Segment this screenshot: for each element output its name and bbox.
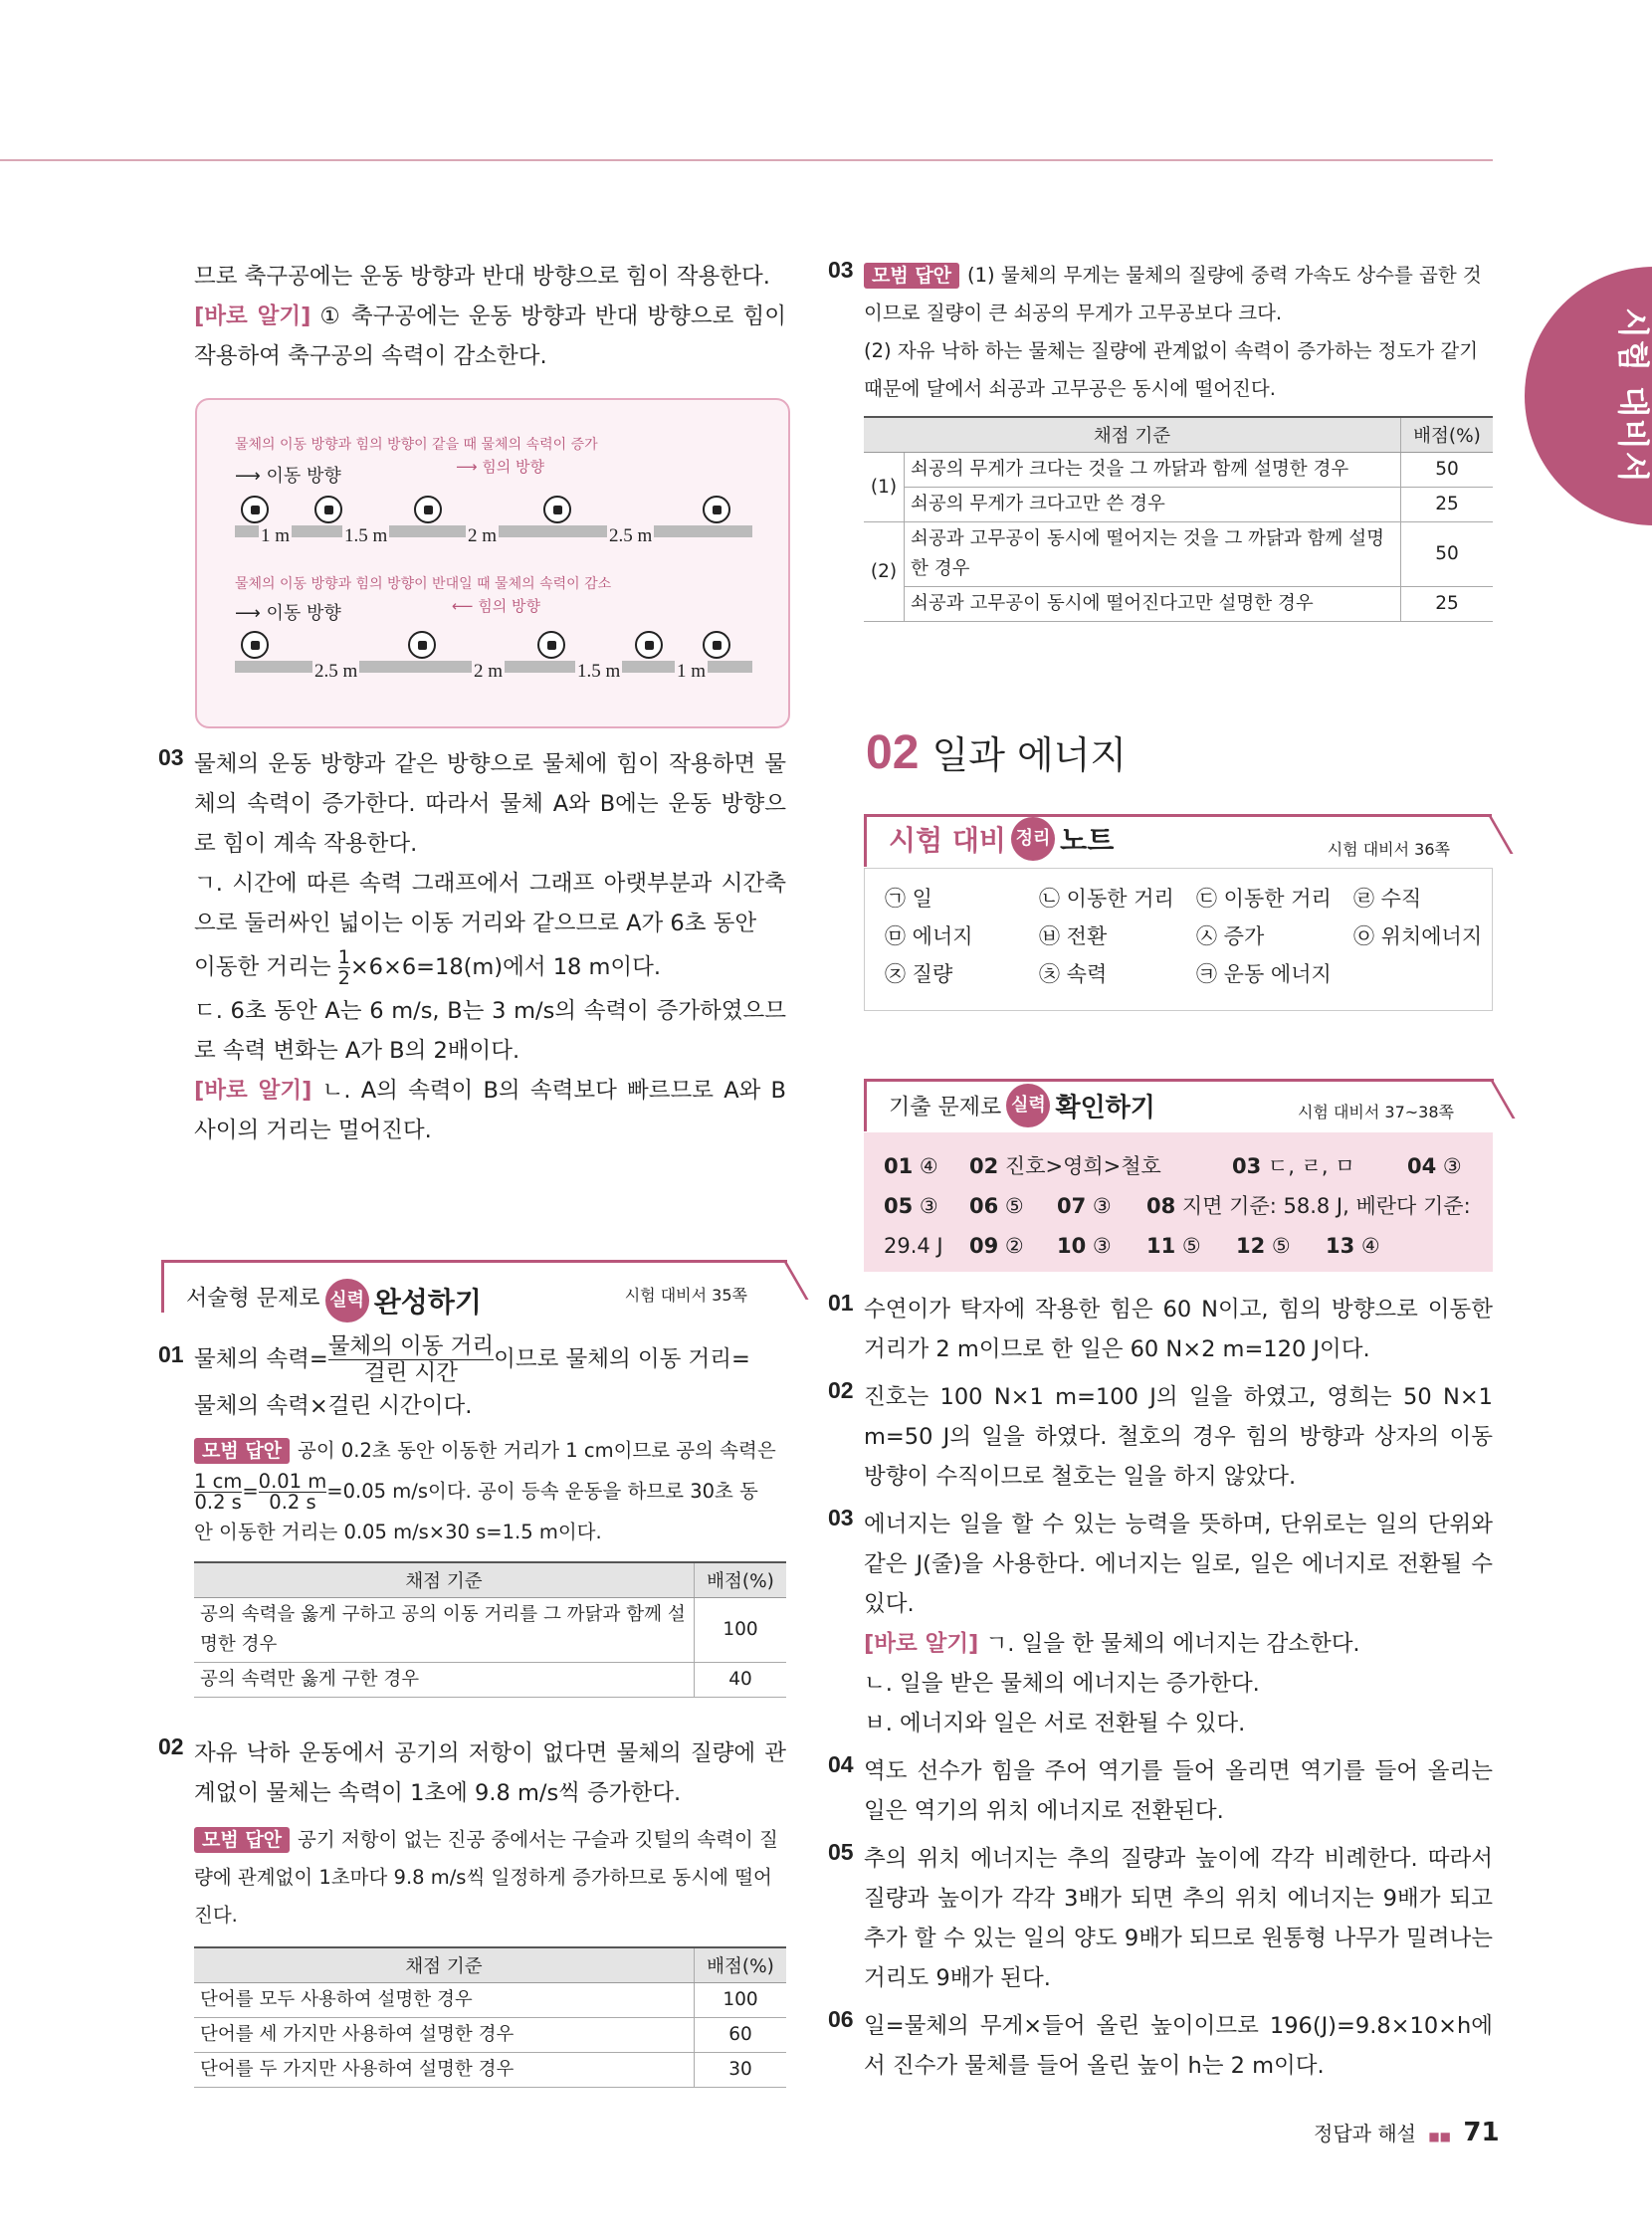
speed-fraction bbox=[328, 1333, 494, 1386]
answer-num: 02 bbox=[969, 1154, 999, 1178]
key-term: ㉨ 질량 bbox=[885, 962, 953, 986]
answer-val: ⑤ bbox=[1271, 1234, 1291, 1258]
question-number: 04 bbox=[828, 1751, 854, 1777]
note-header-circle: 정리 bbox=[1011, 817, 1055, 861]
fraction-bottom: 0.2 s bbox=[269, 1491, 316, 1514]
explanation-text: 추의 위치 에너지는 추의 질량과 높이에 각각 비례한다. 따라서 질량과 높이가 각각 3배가 되면 추의 위치 에너지는 9배가 되고 추가 할 수 있는 일의 양도 9배가 되므로 원통형 나무가 밀려나는 거리도 9배가 된다. bbox=[864, 1846, 1493, 1991]
answer-val: ㄷ, ㄹ, ㅁ bbox=[1267, 1154, 1355, 1178]
motion-diagram bbox=[195, 398, 790, 728]
force-arrow-2: ⟵ 힘의 방향 bbox=[452, 597, 541, 615]
move-arrow-1: ⟶ 이동 방향 bbox=[235, 466, 341, 487]
answer-val: ③ bbox=[1092, 1194, 1112, 1218]
table-cell: 60 bbox=[695, 2018, 787, 2053]
table-row bbox=[194, 1663, 786, 1698]
ball-icon bbox=[703, 631, 730, 659]
left-column bbox=[194, 257, 786, 376]
move-arrow-2: ⟶ 이동 방향 bbox=[235, 603, 341, 624]
ball-icon bbox=[241, 631, 269, 659]
force-arrow-1: ⟶ 힘의 방향 bbox=[456, 458, 545, 476]
check-header-ref: 시험 대비서 37~38쪽 bbox=[1297, 1103, 1454, 1121]
top-divider bbox=[0, 159, 1493, 161]
s01-a2: 이므로 물체의 이동 거리= bbox=[494, 1346, 750, 1372]
answer-val: ④ bbox=[1360, 1234, 1380, 1258]
table-cell: 쇠공과 고무공이 동시에 떨어진다고만 설명한 경우 bbox=[905, 587, 1401, 622]
model-answer-badge: 모범 답안 bbox=[864, 263, 959, 289]
note-header-title bbox=[889, 817, 1114, 861]
table-cell: 50 bbox=[1401, 453, 1494, 488]
distance-label: 1.5 m bbox=[344, 525, 388, 546]
check-header-circle: 실력 bbox=[1006, 1084, 1050, 1127]
ball-icon bbox=[543, 496, 571, 523]
explanation-02 bbox=[828, 1377, 1493, 1497]
check-header-title bbox=[889, 1084, 1155, 1127]
answer-key-box bbox=[864, 1132, 1493, 1272]
explanation-text: ㄱ. 일을 한 물체의 에너지는 감소한다. bbox=[978, 1631, 1360, 1657]
explanation-03-tag-line bbox=[864, 1624, 1493, 1664]
key-terms-box bbox=[864, 868, 1493, 1011]
intro-text-1: 므로 축구공에는 운동 방향과 반대 방향으로 힘이 작용한다. bbox=[194, 264, 770, 290]
answer-item bbox=[969, 1226, 1057, 1266]
note-header bbox=[864, 814, 1492, 867]
ball-icon bbox=[537, 631, 565, 659]
fraction-num: 1 bbox=[337, 946, 350, 968]
note-header-left: 시험 대비 bbox=[889, 824, 1006, 857]
intro-text-2 bbox=[194, 297, 786, 376]
fraction-1 bbox=[194, 1472, 242, 1513]
table-header: 배점(%) bbox=[1401, 417, 1494, 453]
answer-val: 지면 기준: 58.8 J, 베란다 기준: bbox=[1181, 1194, 1471, 1218]
fraction-top: 1 cm bbox=[194, 1470, 243, 1493]
fraction-top: 물체의 이동 거리 bbox=[327, 1333, 495, 1359]
q03-text-e bbox=[194, 1071, 786, 1150]
explanation-text: 에너지는 일을 할 수 있는 능력을 뜻하며, 단위로는 일의 단위와 같은 J(줄)을 사용한다. 에너지는 일로, 일은 에너지로 전환될 수 있다. bbox=[864, 1512, 1493, 1617]
s02-answer-body: 공기 저항이 없는 진공 중에서는 구슬과 깃털의 속력이 질량에 관계없이 1초마다 9.8 m/s씩 일정하게 증가하므로 동시에 떨어진다. bbox=[194, 1828, 778, 1927]
essay-header-ref: 시험 대비서 35쪽 bbox=[624, 1286, 747, 1305]
answer-num: 10 bbox=[1057, 1234, 1087, 1258]
fraction-top: 0.01 m bbox=[258, 1470, 327, 1493]
answer-val: ⑤ bbox=[1181, 1234, 1201, 1258]
distance-label: 2 m bbox=[468, 525, 498, 546]
table-cell: 공의 속력을 옳게 구하고 공의 이동 거리를 그 까닭과 함께 설명한 경우 bbox=[194, 1598, 695, 1663]
header-corner bbox=[1467, 814, 1513, 854]
table-cell: 단어를 두 가지만 사용하여 설명한 경우 bbox=[194, 2053, 695, 2088]
answer-num: 08 bbox=[1146, 1194, 1176, 1218]
table-header: 배점(%) bbox=[695, 1947, 787, 1983]
check-header-main: 확인하기 bbox=[1055, 1093, 1155, 1123]
table-cell: 30 bbox=[695, 2053, 787, 2088]
table-header: 채점 기준 bbox=[194, 1947, 695, 1983]
s01-d: =0.05 m/s이다. 공이 등속 운동을 하므로 30초 동 bbox=[326, 1480, 758, 1503]
explanation-06 bbox=[828, 2006, 1493, 2086]
key-term: ㉪ 운동 에너지 bbox=[1196, 962, 1332, 986]
ball-icon bbox=[414, 496, 442, 523]
answer-val: ② bbox=[1004, 1234, 1024, 1258]
essay-header-title bbox=[186, 1279, 482, 1323]
answer-item bbox=[969, 1186, 1057, 1226]
key-term: ㉠ 일 bbox=[885, 887, 932, 911]
table-header: 채점 기준 bbox=[194, 1562, 695, 1598]
essay-header-circle: 실력 bbox=[325, 1279, 369, 1323]
answer-item bbox=[969, 1146, 1232, 1186]
answer-num: 04 bbox=[1407, 1154, 1437, 1178]
answer-num: 01 bbox=[884, 1154, 914, 1178]
explanation-01 bbox=[828, 1290, 1493, 1369]
key-terms-grid bbox=[865, 869, 1492, 990]
explanation-text: 진호는 100 N×1 m=100 J의 일을 하였고, 영희는 50 N×1 m=50 J의 일을 하였다. 철호의 경우 힘의 방향과 상자의 이동 방향이 수직이므로 철호는 일을 하지 않았다. bbox=[864, 1384, 1493, 1490]
check-header bbox=[864, 1079, 1494, 1131]
s01-answer-d: $\frac{1 cm}{0.2 s}$ = $\frac{0.01 m}{0.2 s}$ =0.05 m/s이다. 공이 등속 운동을 하므로 30초 동 bbox=[194, 1470, 758, 1514]
ball-icon bbox=[703, 496, 730, 523]
score-table-3 bbox=[864, 416, 1493, 622]
table-cell: 쇠공과 고무공이 동시에 떨어지는 것을 그 까닭과 함께 설명한 경우 bbox=[905, 522, 1401, 587]
answer-item bbox=[1407, 1154, 1462, 1178]
table-group: (1) bbox=[864, 453, 905, 522]
table-row bbox=[864, 522, 1493, 587]
s01-answer-c: 공이 0.2초 동안 이동한 거리가 1 cm이므로 공의 속력은 bbox=[298, 1439, 776, 1462]
answer-item bbox=[1057, 1226, 1146, 1266]
q03-text-b: ㄱ. 시간에 따른 속력 그래프에서 그래프 아랫부분과 시간축으로 둘러싸인 넓이는 이동 거리와 같으므로 A가 6초 동안 bbox=[194, 871, 786, 936]
ball-icon bbox=[635, 631, 663, 659]
diagram-caption-2: 물체의 이동 방향과 힘의 방향이 반대일 때 물체의 속력이 감소 bbox=[235, 576, 612, 592]
table-row bbox=[864, 453, 1493, 488]
distance-label: 1 m bbox=[261, 525, 291, 546]
side-tab bbox=[1525, 267, 1652, 525]
answer-item bbox=[1232, 1146, 1407, 1186]
fraction-bottom: 0.2 s bbox=[194, 1491, 242, 1514]
essay-header-main: 완성하기 bbox=[373, 1286, 482, 1319]
key-term: ㉡ 이동한 거리 bbox=[1039, 887, 1174, 911]
key-term: ㉧ 위치에너지 bbox=[1353, 924, 1483, 948]
answer-val: ⑤ bbox=[1004, 1194, 1024, 1218]
answer-val: ③ bbox=[1092, 1234, 1112, 1258]
s01-line-b: 물체의 속력×걸린 시간이다. bbox=[194, 1393, 473, 1419]
fraction-den: 2 bbox=[337, 967, 350, 989]
explanation-text: 일=물체의 무게×들어 올린 높이이므로 196(J)=9.8×10×h에서 진수가 물체를 들어 올린 높이 h는 2 m이다. bbox=[864, 2013, 1493, 2079]
answer-num: 12 bbox=[1236, 1234, 1266, 1258]
distance-label: 1.5 m bbox=[577, 661, 621, 682]
key-term: ㉣ 수직 bbox=[1353, 887, 1422, 911]
table-row bbox=[194, 2018, 786, 2053]
rq03-a bbox=[864, 257, 1493, 332]
intro-body: ① 축구공에는 운동 방향과 반대 방향으로 힘이 작용하여 축구공의 속력이 감소한다. bbox=[194, 304, 787, 369]
essay-02 bbox=[158, 1733, 786, 2088]
essay-01 bbox=[158, 1333, 786, 1698]
key-term: ㉥ 전환 bbox=[1039, 924, 1108, 948]
answer-num: 11 bbox=[1146, 1234, 1176, 1258]
q03-text-a: 물체의 운동 방향과 같은 방향으로 물체에 힘이 작용하면 물체의 속력이 증가한다. 따라서 물체 A와 B에는 운동 방향으로 힘이 계속 작용한다. bbox=[194, 751, 786, 857]
distance-label: 2 m bbox=[474, 661, 504, 682]
explanations bbox=[828, 1290, 1493, 2086]
header-corner bbox=[762, 1260, 808, 1300]
q03-text-d: ㄷ. 6초 동안 A는 6 m/s, B는 3 m/s의 속력이 증가하였으므로 속력 변화는 A가 B의 2배이다. bbox=[194, 998, 786, 1064]
footer-marks: ■■ bbox=[1428, 2130, 1452, 2143]
table-header: 채점 기준 bbox=[864, 417, 1401, 453]
model-answer-badge: 모범 답안 bbox=[194, 1827, 290, 1853]
move-label-2: 이동 방향 bbox=[266, 603, 341, 624]
note-header-main: 노트 bbox=[1060, 824, 1115, 857]
answer-item bbox=[884, 1186, 969, 1226]
question-number: 02 bbox=[828, 1377, 854, 1403]
answer-row bbox=[884, 1146, 1481, 1186]
question-number: 03 bbox=[158, 744, 184, 770]
explanation-03 bbox=[828, 1505, 1493, 1743]
key-term: ㉤ 에너지 bbox=[885, 924, 973, 948]
explanation-04 bbox=[828, 1751, 1493, 1831]
distance-label: 2.5 m bbox=[609, 525, 653, 546]
answer-val: 진호>영희>철호 bbox=[1004, 1154, 1161, 1178]
note-header-ref: 시험 대비서 36쪽 bbox=[1327, 840, 1450, 859]
answer-num: 06 bbox=[969, 1194, 999, 1218]
answer-num: 03 bbox=[1232, 1154, 1262, 1178]
table-group: (2) bbox=[864, 522, 905, 622]
s01-a1: 물체의 속력= bbox=[194, 1346, 328, 1372]
chapter-title bbox=[866, 724, 1127, 780]
move-label-1: 이동 방향 bbox=[266, 466, 341, 487]
s01-answer bbox=[194, 1432, 786, 1470]
page-footer bbox=[1314, 2118, 1500, 2147]
distance-label: 1 m bbox=[677, 661, 707, 682]
question-number: 06 bbox=[828, 2006, 854, 2032]
answer-num: 07 bbox=[1057, 1194, 1087, 1218]
table-cell: 쇠공의 무게가 크다고만 쓴 경우 bbox=[905, 488, 1401, 522]
table-row bbox=[194, 2053, 786, 2088]
answer-val: 29.4 J bbox=[884, 1234, 943, 1258]
table-cell: 공의 속력만 옳게 구한 경우 bbox=[194, 1663, 695, 1698]
q03-c-pre: 이동한 거리는 bbox=[194, 954, 338, 980]
answer-key bbox=[884, 1146, 1481, 1266]
ball-icon bbox=[408, 631, 436, 659]
explanation-text: ㅂ. 에너지와 일은 서로 전환될 수 있다. bbox=[864, 1711, 1246, 1736]
question-number: 01 bbox=[828, 1290, 854, 1316]
table-row bbox=[864, 488, 1493, 522]
key-term: ㉦ 증가 bbox=[1196, 924, 1265, 948]
table-cell: 40 bbox=[695, 1663, 787, 1698]
q03-e-body: ㄴ. A의 속력이 B의 속력보다 빠르므로 A와 B 사이의 거리는 멀어진다. bbox=[194, 1078, 786, 1143]
model-answer-badge: 모범 답안 bbox=[194, 1438, 290, 1464]
fraction-half bbox=[338, 947, 350, 988]
score-table-1 bbox=[194, 1561, 786, 1698]
side-tab-label: 시험 대비서 bbox=[1613, 307, 1652, 485]
table-row bbox=[194, 1983, 786, 2018]
question-number: 03 bbox=[828, 1505, 854, 1530]
force-label-2: 힘의 방향 bbox=[478, 597, 541, 615]
answer-item bbox=[1146, 1194, 1471, 1218]
table-cell: 50 bbox=[1401, 522, 1494, 587]
key-term: ㉩ 속력 bbox=[1039, 962, 1108, 986]
essay-header-left: 서술형 문제로 bbox=[186, 1286, 320, 1312]
header-corner bbox=[1469, 1079, 1515, 1119]
ball-icon bbox=[314, 496, 342, 523]
force-label-1: 힘의 방향 bbox=[482, 458, 545, 476]
q03-tag: [바로 알기] bbox=[194, 1078, 312, 1104]
answer-row bbox=[884, 1186, 1481, 1226]
ball-icon bbox=[241, 496, 269, 523]
q03-text-c bbox=[194, 943, 786, 991]
answer-item bbox=[1326, 1234, 1380, 1258]
table-cell: 25 bbox=[1401, 488, 1494, 522]
s01-line-a bbox=[194, 1333, 786, 1386]
explanation-text: ㄴ. 일을 받은 물체의 에너지는 증가한다. bbox=[864, 1671, 1260, 1697]
table-cell: 100 bbox=[695, 1598, 787, 1663]
rq03-a-body: (1) 물체의 무게는 물체의 질량에 중력 가속도 상수를 곱한 것이므로 질량이 큰 쇠공의 무게가 고무공보다 크다. bbox=[864, 264, 1482, 324]
table-row bbox=[194, 1598, 786, 1663]
question-number: 02 bbox=[158, 1733, 184, 1759]
key-term: ㉢ 이동한 거리 bbox=[1196, 887, 1332, 911]
answer-item bbox=[1146, 1226, 1236, 1266]
chapter-name: 일과 에너지 bbox=[931, 733, 1128, 777]
table-cell: 쇠공의 무게가 크다는 것을 그 까닭과 함께 설명한 경우 bbox=[905, 453, 1401, 488]
fraction-bottom: 걸린 시간 bbox=[363, 1360, 458, 1386]
q03-c-post: ×6×6=18(m)에서 18 m이다. bbox=[349, 954, 662, 980]
table-cell: 단어를 세 가지만 사용하여 설명한 경우 bbox=[194, 2018, 695, 2053]
answer-val: ③ bbox=[919, 1194, 938, 1218]
score-table-2 bbox=[194, 1946, 786, 2088]
question-number: 03 bbox=[828, 257, 854, 283]
diagram-caption-1: 물체의 이동 방향과 힘의 방향이 같을 때 물체의 속력이 증가 bbox=[235, 437, 598, 453]
intro-tag: [바로 알기] bbox=[194, 304, 311, 329]
table-cell: 25 bbox=[1401, 587, 1494, 622]
table-header: 배점(%) bbox=[695, 1562, 787, 1598]
answer-item bbox=[1236, 1226, 1326, 1266]
question-number: 05 bbox=[828, 1839, 854, 1865]
distance-label: 2.5 m bbox=[314, 661, 358, 682]
left-q03 bbox=[158, 744, 786, 1150]
explanation-tag: [바로 알기] bbox=[864, 1631, 979, 1657]
table-row bbox=[864, 587, 1493, 622]
explanation-text: 수연이가 탁자에 작용한 힘은 60 N이고, 힘의 방향으로 이동한 거리가 2 m이므로 한 일은 60 N×2 m=120 J이다. bbox=[864, 1297, 1493, 1362]
s01-answer-e: 안 이동한 거리는 0.05 m/s×30 s=1.5 m이다. bbox=[194, 1521, 602, 1543]
explanation-text: 역도 선수가 힘을 주어 역기를 들어 올리면 역기를 들어 올리는 일은 역기의 위치 에너지로 전환된다. bbox=[864, 1758, 1493, 1824]
answer-item bbox=[884, 1146, 969, 1186]
essay-section-header bbox=[161, 1260, 787, 1319]
explanation-05 bbox=[828, 1839, 1493, 1998]
table-cell: 100 bbox=[695, 1983, 787, 2018]
page-number: 71 bbox=[1463, 2118, 1500, 2147]
answer-val: ④ bbox=[919, 1154, 938, 1178]
answer-row bbox=[884, 1226, 1481, 1266]
fraction-2 bbox=[259, 1472, 327, 1513]
answer-item bbox=[1057, 1186, 1146, 1226]
s02-answer bbox=[194, 1821, 786, 1935]
s02-text: 자유 낙하 운동에서 공기의 저항이 없다면 물체의 질량에 관계없이 물체는 속력이 1초에 9.8 m/s씩 증가한다. bbox=[194, 1740, 786, 1806]
rq03-b: (2) 자유 낙하 하는 물체는 질량에 관계없이 속력이 증가하는 정도가 같기 때문에 달에서 쇠공과 고무공은 동시에 떨어진다. bbox=[864, 339, 1479, 400]
check-header-left: 기출 문제로 bbox=[889, 1095, 1002, 1120]
chapter-number: 02 bbox=[866, 726, 920, 779]
answer-num: 13 bbox=[1326, 1234, 1355, 1258]
table-cell: 단어를 모두 사용하여 설명한 경우 bbox=[194, 1983, 695, 2018]
right-q03 bbox=[828, 257, 1493, 622]
answer-val: ③ bbox=[1442, 1154, 1462, 1178]
answer-num: 05 bbox=[884, 1194, 914, 1218]
question-number: 01 bbox=[158, 1341, 184, 1367]
footer-label: 정답과 해설 bbox=[1314, 2122, 1416, 2145]
answer-num: 09 bbox=[969, 1234, 999, 1258]
